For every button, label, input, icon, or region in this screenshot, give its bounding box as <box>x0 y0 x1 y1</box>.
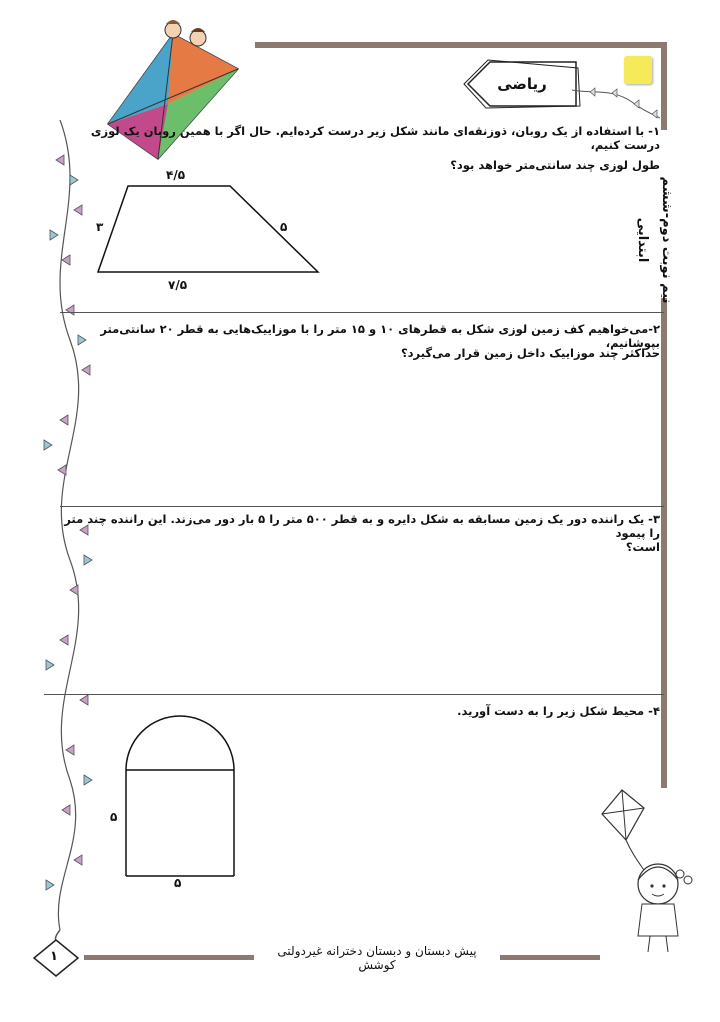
girl-with-kite-illustration <box>592 784 702 954</box>
question-2-line-1: ۲-می‌خواهیم کف زمین لوزی شکل به قطرهای ۱۰ و ۱۵ متر را با موزاییک‌هایی به قطر ۲۰ سانتی‌متر بپوشانیم، <box>100 322 660 350</box>
page-number: ۱ <box>50 949 58 964</box>
question-3-line-1: ۳- یک راننده دور یک زمین مسابقه به شکل دایره و به قطر ۵۰۰ متر را ۵ بار دور می‌زند. این راننده چند متر را پیمود <box>64 512 660 540</box>
question-2-line-2: حداکثر چند موزاییک داخل زمین قرار می‌گیرد؟ <box>400 346 660 360</box>
frame-bottom-line <box>84 955 254 960</box>
question-3-line-2: است؟ <box>625 540 660 554</box>
sticky-note <box>624 56 652 84</box>
school-name: پیش دبستان و دبستان دخترانه غیردولتی کوشش <box>277 944 477 972</box>
divider-1 <box>60 312 664 313</box>
side-title: نیم نوبت دوم-ششم ابتدایی <box>635 176 674 304</box>
shape-base-label: ۵ <box>174 876 182 890</box>
trapezoid-figure <box>90 178 330 278</box>
frame-right-line-lower <box>661 298 667 788</box>
square-semicircle-figure <box>120 712 240 882</box>
trapezoid-left-label: ۳ <box>96 220 104 234</box>
divider-2 <box>60 506 664 507</box>
bow-string-decoration <box>572 84 662 124</box>
trapezoid-right-label: ۵ <box>280 220 288 234</box>
question-4-line-1: ۴- محیط شکل زیر را به دست آورید. <box>457 704 660 718</box>
frame-top-line <box>255 42 667 48</box>
divider-3 <box>44 694 664 695</box>
question-1-line-2: طول لوزی چند سانتی‌متر خواهد بود؟ <box>450 158 660 172</box>
trapezoid-bottom-label: ۷/۵ <box>168 278 188 292</box>
question-1-line-1: ۱- با استفاده از یک روبان، ذوزنقه‌ای مانند شکل زیر درست کرده‌ایم. حال اگر با همین روبان یک لوزی درست کنیم، <box>90 124 660 152</box>
shape-side-label: ۵ <box>110 810 118 824</box>
subject-title: ریاضی <box>497 75 547 93</box>
frame-bottom-line-right <box>500 955 600 960</box>
trapezoid-top-label: ۴/۵ <box>166 168 186 182</box>
